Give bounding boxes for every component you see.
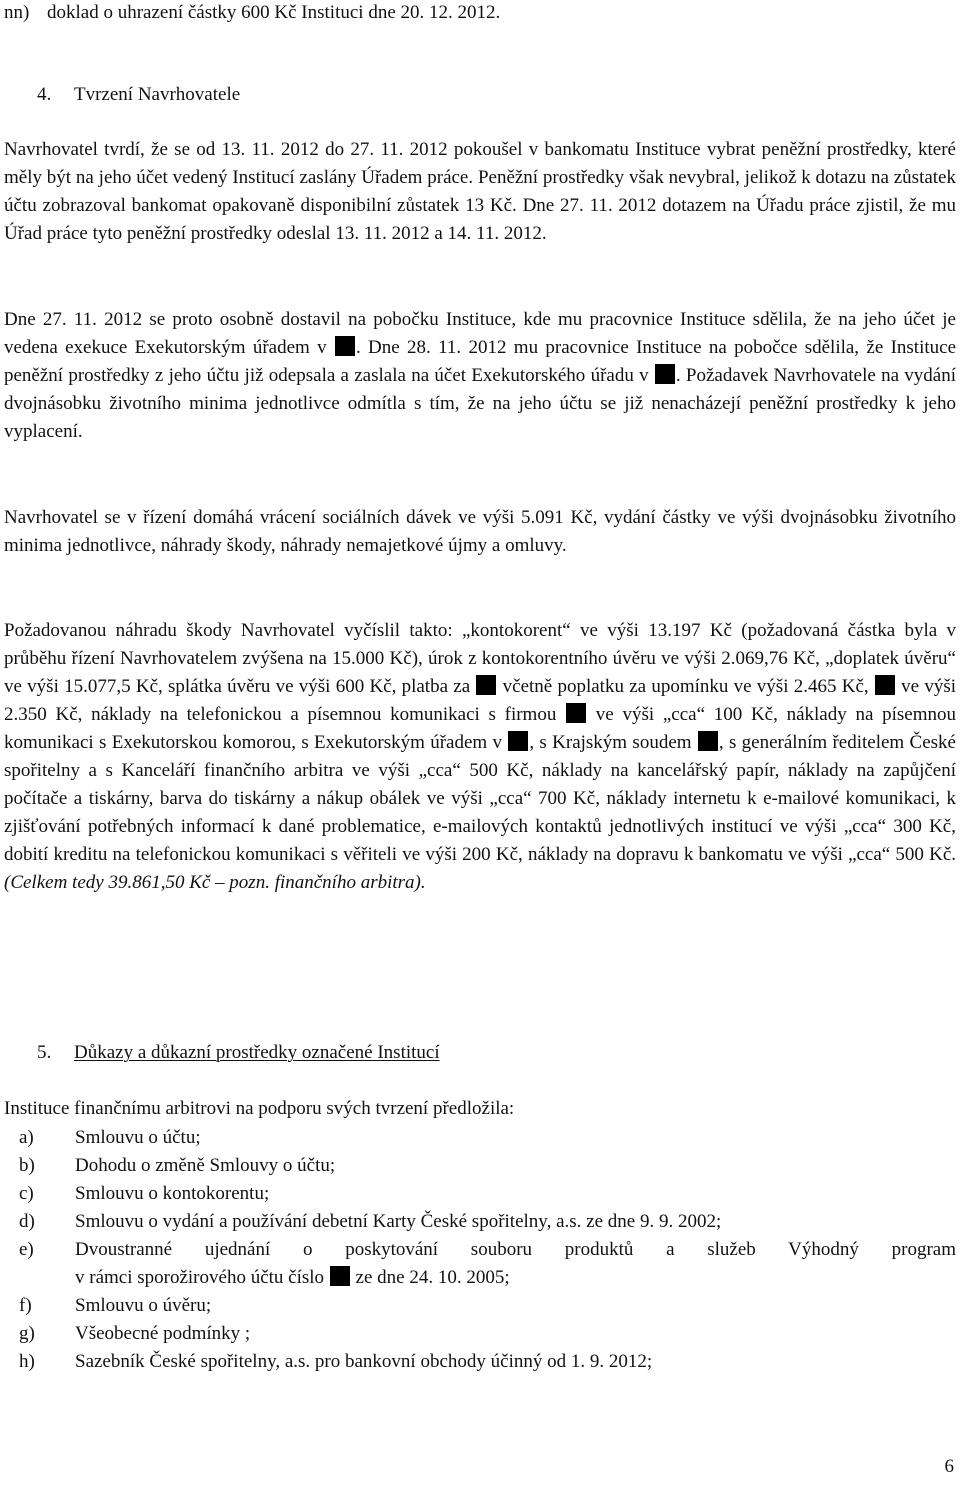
redaction-block: [566, 703, 586, 723]
redaction-block: [508, 731, 528, 751]
list-text: Dvoustranné ujednání o poskytování souboru produktů a služeb Výhodný program: [75, 1239, 956, 1260]
section-heading-5: [4, 1039, 956, 1067]
list-item: [4, 1348, 956, 1376]
list-text: Smlouvu o úvěru;: [75, 1295, 212, 1316]
paragraph-text: , s generálním ředitelem České spořitelny a s Kanceláří finančního arbitra ve výši „cca“ 500 Kč, náklady na kancelářský papír, náklady na zapůjčení počítače a tiskárny, barva do tiskárny a nákup obálek ve výši „cca“ 700 Kč, náklady internetu k e-mailové komunikaci, k zjišťování potřebných informací k dané problematice, e-mailových kontaktů jednotlivých institucí ve výši „cca“ 300 Kč, dobití kreditu na telefonickou komunikaci s věřiteli ve výši 200 Kč, náklady na dopravu k bankomatu ve výši „cca“ 500 Kč.: [4, 732, 956, 865]
list-text: Všeobecné podmínky ;: [75, 1323, 251, 1344]
intro-text: Instituce finančnímu arbitrovi na podporu svých tvrzení předložila:: [4, 1098, 515, 1119]
redaction-block: [655, 364, 675, 384]
list-item: [4, 1292, 956, 1320]
list-label: a): [19, 1127, 34, 1148]
redaction-block: [698, 731, 718, 751]
list-label: nn): [4, 2, 30, 23]
evidence-intro: [4, 1095, 956, 1123]
list-item: [4, 1180, 956, 1208]
list-item: [4, 1152, 956, 1180]
section-number: 4.: [37, 84, 52, 105]
section-title: Tvrzení Navrhovatele: [74, 84, 241, 105]
list-text: Dohodu o změně Smlouvy o účtu;: [75, 1155, 336, 1176]
paragraph-text: , s Krajským soudem: [529, 732, 697, 753]
list-text: doklad o uhrazení částky 600 Kč Instituci dne 20. 12. 2012.: [47, 2, 501, 23]
paragraph-text: ve výši „cca“ 100 Kč, náklady na písemnou komunikaci s Exekutorskou komorou, s Exekutorským úřadem v: [4, 704, 956, 753]
paragraph-text: Dne 27. 11. 2012 se proto osobně dostavil na pobočku Instituce, kde mu pracovnice Instituce sdělila, že na jeho účet je vedena exekuce Exekutorským úřadem v: [4, 309, 956, 358]
paragraph-branch-visit: [4, 306, 956, 446]
list-label: f): [19, 1295, 32, 1316]
paragraph-text: . Požadavek Navrhovatele na vydání dvojnásobku životního minima jednotlivce odmítla s tím, že na jeho účtu se již nenacházejí peněžní prostředky k jeho vyplacení.: [4, 365, 956, 442]
redaction-block: [476, 675, 496, 695]
page-number: 6: [944, 1456, 954, 1477]
paragraph-text: ve výši 2.350 Kč, náklady na telefonickou a písemnou komunikaci s firmou: [4, 676, 956, 725]
redaction-block: [330, 1266, 350, 1286]
list-item-nn: [4, 0, 956, 27]
list-text: Smlouvu o účtu;: [75, 1127, 201, 1148]
list-text: Smlouvu o kontokorentu;: [75, 1183, 270, 1204]
list-item: [4, 1208, 956, 1236]
list-text: Smlouvu o vydání a používání debetní Karty České spořitelny, a.s. ze dne 9. 9. 2002;: [75, 1211, 722, 1232]
paragraph-damages: [4, 617, 956, 897]
list-item: [4, 1236, 956, 1292]
list-label: g): [19, 1323, 35, 1344]
list-text: Sazebník České spořitelny, a.s. pro bankovní obchody účinný od 1. 9. 2012;: [75, 1351, 653, 1372]
section-heading-4: [4, 81, 956, 109]
list-label: c): [19, 1183, 34, 1204]
section-title: Důkazy a důkazní prostředky označené Institucí: [74, 1042, 440, 1063]
paragraph-claims: [4, 136, 956, 248]
paragraph-demands: [4, 504, 956, 560]
redaction-block: [335, 336, 355, 356]
list-label: d): [19, 1211, 35, 1232]
list-label: e): [19, 1239, 34, 1260]
list-item: [4, 1124, 956, 1152]
list-label: h): [19, 1351, 35, 1372]
paragraph-text: Navrhovatel se v řízení domáhá vrácení sociálních dávek ve výši 5.091 Kč, vydání částky ve výši dvojnásobku životního minima jednotlivce, náhrady škody, náhrady nemajetkové újmy a omluvy.: [4, 507, 956, 556]
redaction-block: [875, 675, 895, 695]
paragraph-text: Navrhovatel tvrdí, že se od 13. 11. 2012 do 27. 11. 2012 pokoušel v bankomatu Instituce vybrat peněžní prostředky, které měly být na jeho účet vedený Institucí zaslány Úřadem práce. Peněžní prostředky však nevybral, jelikož k dotazu na zůstatek účtu zobrazoval bankomat opakovaně disponibilní zůstatek 13 Kč. Dne 27. 11. 2012 dotazem na Úřadu práce zjistil, že mu Úřad práce tyto peněžní prostředky odeslal 13. 11. 2012 a 14. 11. 2012.: [4, 139, 956, 244]
list-item: [4, 1320, 956, 1348]
paragraph-text: Požadovanou náhradu škody Navrhovatel vyčíslil takto: „kontokorent“ ve výši 13.197 Kč (požadovaná částka byla v průběhu řízení Navrhovatelem zvýšena na 15.000 Kč), úrok z kontokorentního úvěru ve výši 2.069,76 Kč, „doplatek úvěru“ ve výši 15.077,5 Kč, splátka úvěru ve výši 600 Kč, platba za: [4, 620, 956, 697]
list-text-cont: v rámci sporožirového účtu číslo ze dne 24. 10. 2005;: [75, 1267, 510, 1288]
paragraph-text: včetně poplatku za upomínku ve výši 2.465 Kč,: [497, 676, 874, 697]
italic-note: (Celkem tedy 39.861,50 Kč – pozn. finančního arbitra).: [4, 872, 426, 893]
list-label: b): [19, 1155, 35, 1176]
paragraph-text: . Dne 28. 11. 2012 mu pracovnice Instituce na pobočce sdělila, že Instituce peněžní prostředky z jeho účtu již odepsala a zaslala na účet Exekutorského úřadu v: [4, 337, 957, 386]
section-number: 5.: [37, 1042, 52, 1063]
